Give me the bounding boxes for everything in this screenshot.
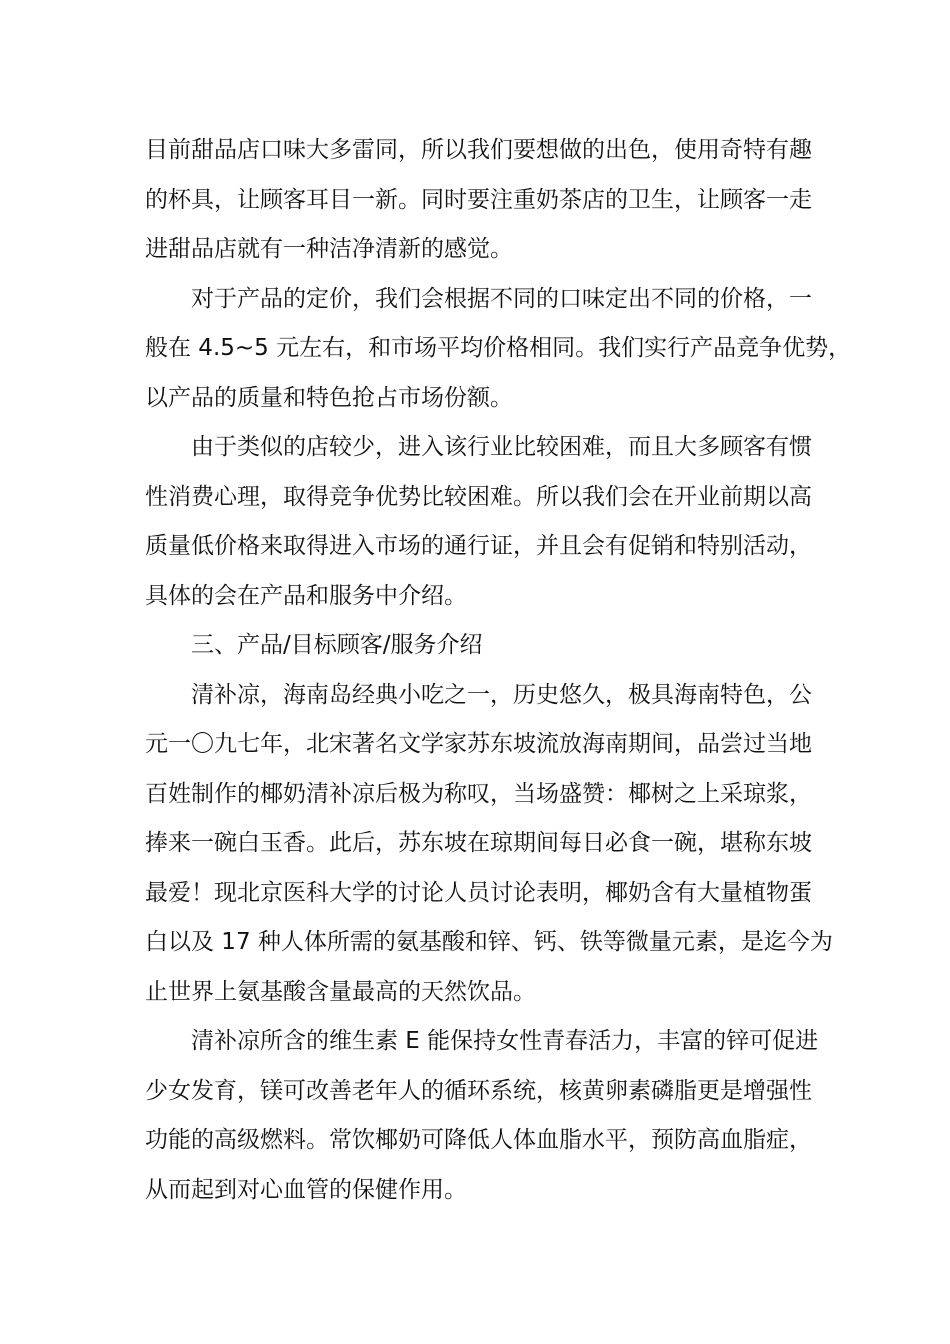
text-line: 的杯具，让顾客耳目一新。同时要注重奶茶店的卫生，让顾客一走 [145,186,812,213]
text-line: 具体的会在产品和服务中介绍。 [145,582,467,609]
text-line: 百姓制作的椰奶清补凉后极为称叹，当场盛赞：椰树之上采琼浆， [145,780,812,807]
text-line: 目前甜品店口味大多雷同，所以我们要想做的出色，使用奇特有趣 [145,137,812,163]
text-line: 最爱！现北京医科大学的讨论人员讨论表明，椰奶含有大量植物蛋 [145,879,812,906]
text-line: 少女发育，镁可改善老年人的循环系统，核黄卵素磷脂更是增强性 [145,1077,812,1104]
text-line: 由于类似的店较少，进入该行业比较困难，而且大多顾客有惯 [191,434,812,460]
text-line: 质量低价格来取得进入市场的通行证，并且会有促销和特别活动， [145,533,812,559]
text-line: 性消费心理，取得竞争优势比较困难。所以我们会在开业前期以高 [145,483,812,510]
paragraph-product-benefits [145,1017,819,1215]
paragraph-competition [145,423,810,621]
text-line: 止世界上氨基酸含量最高的天然饮品。 [145,978,536,1005]
text-line: 白以及 17 种人体所需的氨基酸和锌、钙、铁等微量元素，是迄今为 [145,929,833,955]
section-heading-text: 三、产品/目标顾客/服务介绍 [191,632,483,658]
paragraph-product-history [145,671,833,1018]
text-line: 以产品的质量和特色抢占市场份额。 [145,384,513,411]
text-line: 从而起到对心血管的保健作用。 [145,1176,467,1203]
text-line: 捧来一碗白玉香。此后，苏东坡在琼期间每日必食一碗，堪称东坡 [145,830,812,856]
section-heading [145,621,810,671]
document-body [145,126,852,1215]
text-line: 元一〇九七年，北宋著名文学家苏东坡流放海南期间，品尝过当地 [145,731,812,757]
text-line: 功能的高级燃料。常饮椰奶可降低人体血脂水平，预防高血脂症， [145,1127,812,1153]
text-line: 进甜品店就有一种洁净清新的感觉。 [145,236,513,262]
text-line: 对于产品的定价，我们会根据不同的口味定出不同的价格，一 [191,285,812,312]
paragraph-pricing [145,275,852,424]
text-line: 般在 4.5~5 元左右，和市场平均价格相同。我们实行产品竞争优势， [145,335,852,361]
paragraph-intro [145,126,810,275]
text-line: 清补凉所含的维生素 E 能保持女性青春活力，丰富的锌可促进 [191,1028,819,1054]
text-line: 清补凉，海南岛经典小吃之一，历史悠久，极具海南特色，公 [191,681,812,708]
